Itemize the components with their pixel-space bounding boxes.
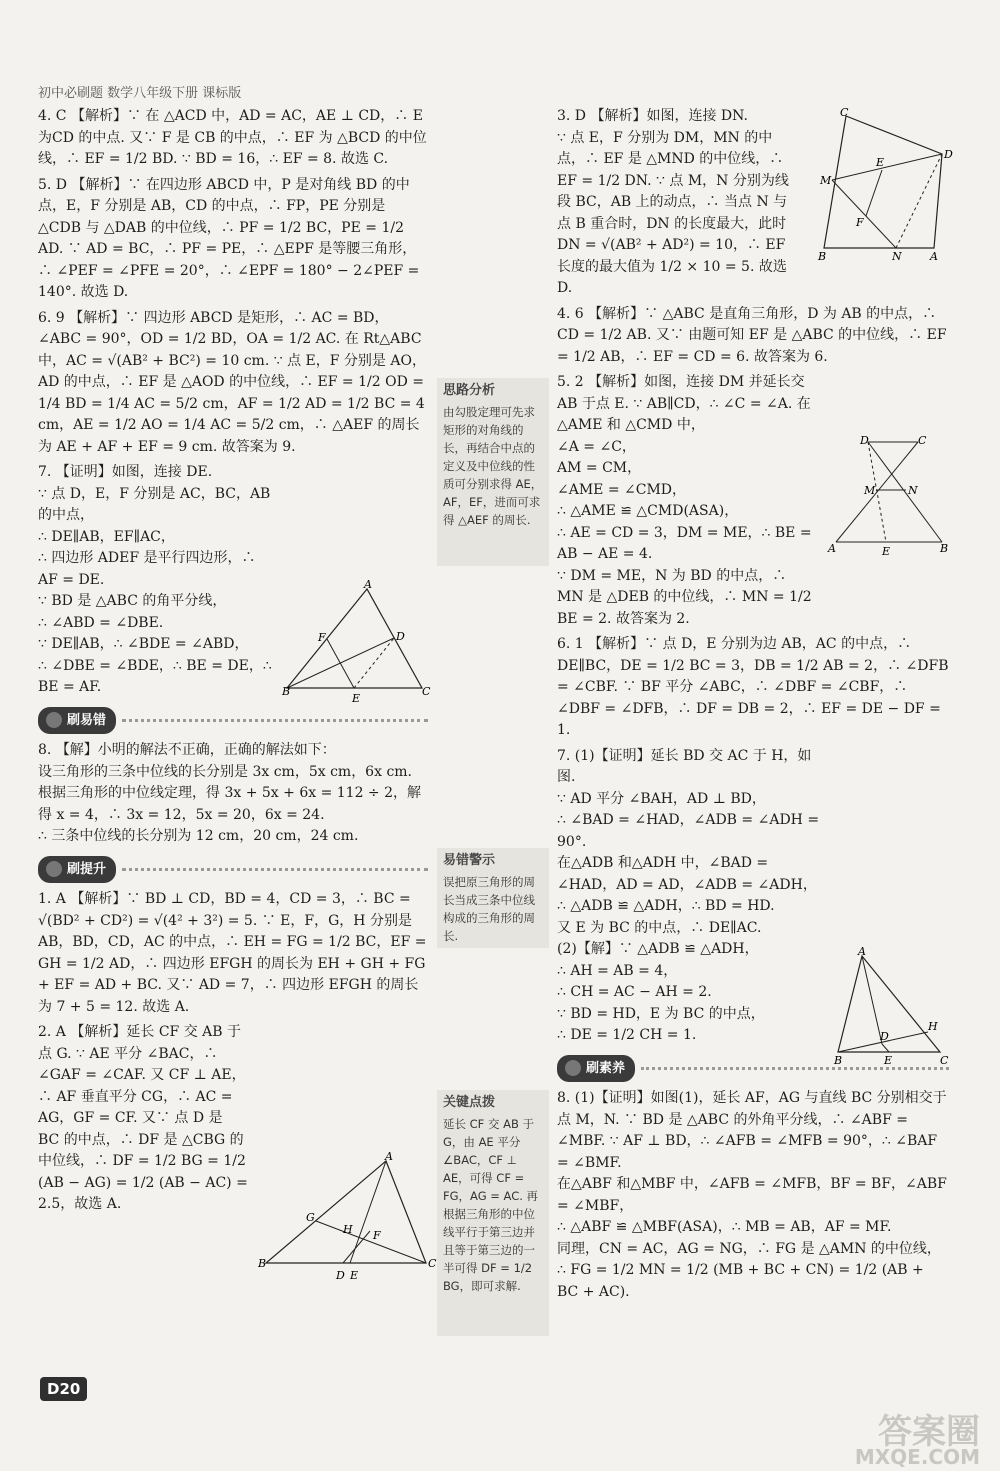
answer-8: 8. 【解】小明的解法不正确，正确的解法如下： 设三角形的三条中位线的长分别是 3x cm，5x cm，6x cm. 根据三角形的中位线定理，得 3x + 5x + 6x = 112 ÷ 2，解得 x = 4，∴ 3x = 12，5x = 20，6x = 24. ∴ 三条中位线的长分别为 12 cm，20 cm，24 cm. <box>38 742 422 844</box>
section-badge: 刷易错 <box>38 707 116 735</box>
svg-text:C: C <box>428 1257 437 1270</box>
svg-text:B: B <box>818 250 827 263</box>
sidenote-text: 误把原三角形的周长当成三条中位线构成的三角形的周长. <box>443 875 535 943</box>
answer-r7: 7. (1)【证明】延长 BD 交 AC 于 H，如图. ∵ AD 平分 ∠BAH，AD ⊥ BD， ∴ ∠BAD = ∠HAD，∠ADB = ∠ADH = 90°. 在△ADB 和△ADH 中，∠BAD = ∠HAD，AD = AD，∠ADB = ∠ADH， ∴ △ADB ≌ △ADH，∴ BD = HD. 又 E 为 BC 的中点，∴ DE∥AC. (2)【解】∵ △ADB ≌ △ADH， ∴ AH = AB = 4， ∴ CH = AC − AH = 2. ∵ BD = HD，E 为 BC 的中点， ∴ DE = 1/2 CH = 1. <box>557 747 820 1043</box>
section-yicuo <box>38 707 428 735</box>
answer-r5: 5. 2 【解析】如图，连接 DM 并延长交 AB 于点 E. ∵ AB∥CD，∴ ∠C = ∠A. 在 △AME 和 △CMD 中， ∠A = ∠C， AM = CM， ∠AME = ∠CMD， ∴ △AME ≌ △CMD(ASA)， ∴ AE = CD = 3，DM = ME，∴ BE = AB − AE = 4. ∵ DM = ME，N 为 BD 的中点，∴ MN 是 △DEB 的中位线，∴ MN = 1/2 BE = 2. 故答案为 2. <box>557 374 812 627</box>
sidenote-text: 延长 CF 交 AB 于 G，由 AE 平分 ∠BAC，CF ⊥ AE，可得 CF = FG，AG = AC. 再根据三角形的中位线平行于第三边并且等于第三边的一半可得 DF = 1/2 BG，即可求解. <box>443 1117 539 1293</box>
triangle-figure-q2 <box>258 1150 438 1285</box>
watermark-url: MXQE.COM <box>854 1445 980 1469</box>
svg-text:M: M <box>864 484 876 497</box>
page-header: 初中必刷题 数学八年级下册 课标版 <box>38 86 242 101</box>
triangle-figure-q7 <box>282 578 432 710</box>
sidenote-analysis <box>437 378 549 566</box>
svg-text:E: E <box>350 1269 359 1282</box>
section-tisheng <box>38 856 428 884</box>
svg-text:F: F <box>373 1229 381 1242</box>
sidenote-text: 由勾股定理可先求矩形的对角线的长，再结合中点的定义及中位线的性质可分别求得 AE，AF，EF，进而可求得 △AEF 的周长. <box>443 405 543 527</box>
svg-text:F: F <box>856 216 864 229</box>
svg-text:E: E <box>352 692 361 705</box>
svg-text:N: N <box>908 484 918 497</box>
svg-text:N: N <box>892 250 902 263</box>
watermark-logo: 答案圈 <box>878 1412 980 1452</box>
answer-4: 4. C 【解析】∵ 在 △ACD 中，AD = AC，AE ⊥ CD，∴ E 为CD 的中点. 又∵ F 是 CB 的中点，∴ EF 为 △BCD 的中位线，∴ EF = 1/2 BD. ∵ BD = 16，∴ EF = 8. 故选 C. <box>38 108 428 167</box>
brush-icon <box>565 1060 581 1076</box>
svg-text:G: G <box>306 1211 315 1224</box>
sidenote-title: 易错警示 <box>443 853 496 868</box>
svg-text:A: A <box>930 250 938 263</box>
svg-text:D: D <box>944 148 953 161</box>
answer-5: 5. D 【解析】∵ 在四边形 ABCD 中，P 是对角线 BD 的中点，E，F 分别是 AB，CD 的中点，∴ FP，PE 分别是 △CDB 与 △DAB 的中位线，∴ PF = 1/2 BC，PE = 1/2 AD. ∵ AD = BC，∴ PF = PE，∴ △EPF 是等腰三角形，∴ ∠PEF = ∠PFE = 20°，∴ ∠EPF = 180° − 2∠PEF = 140°. 故选 D. <box>38 176 424 300</box>
sidenote-keypoint <box>437 1090 549 1336</box>
svg-text:C: C <box>918 434 927 447</box>
brush-icon <box>46 861 62 877</box>
triangle-figure-r7 <box>832 945 952 1067</box>
answer-r3: 3. D 【解析】如图，连接 DN. ∵ 点 E，F 分别为 DM，MN 的中点，∴ EF 是 △MND 的中位线，∴ EF = 1/2 DN. ∵ 点 M，N 分别为线段 BC，AB 上的动点，∴ 当点 N 与点 B 重合时，DN 的长度最大，此时 DN = √(AB² + AD²) = 10，∴ EF 长度的最大值为 1/2 × 10 = 5. 故选 D. <box>557 108 789 296</box>
right-column <box>557 106 953 1307</box>
section-badge: 刷提升 <box>38 856 116 884</box>
answer-6: 6. 9 【解析】∵ 四边形 ABCD 是矩形，∴ AC = BD，∠ABC = 90°，OD = 1/2 BD，OA = 1/2 AC. 在 Rt△ABC 中，AC = √(AB² + BC²) = 10 cm. ∵ 点 E，F 分别是 AO，AD 的中点，∴ EF 是 △AOD 的中位线，∴ EF = 1/2 OD = 1/4 BD = 1/4 AC = 5/2 cm，AF = 1/2 AD = 1/2 BC = 4 cm，AE = 1/2 AO = 1/4 AC = 5/2 cm，∴ △AEF 的周长为 AE + AF + EF = 9 cm. 故答案为 9. <box>38 309 430 455</box>
svg-text:E: E <box>884 1054 893 1067</box>
sidenote-warning <box>437 848 549 948</box>
svg-text:B: B <box>282 685 291 698</box>
svg-text:C: C <box>940 1054 949 1067</box>
section-badge: 刷素养 <box>557 1055 635 1083</box>
svg-text:A: A <box>364 578 372 591</box>
answer-r8: 8. (1)【证明】如图(1)，延长 AF，AG 与直线 BC 分别相交于点 M，N. ∵ BD 是 △ABC 的外角平分线，∴ ∠ABF = ∠MBF. ∵ AF ⊥ BD，∴ ∠AFB = ∠MFB = 90°，∴ ∠BAF = ∠BMF. 在△ABF 和△MBF 中，∠AFB = ∠MFB，BF = BF，∠ABF = ∠MBF， ∴ △ABF ≌ △MBF(ASA)，∴ MB = AB，AF = MF. 同理，CN = AC，AG = NG，∴ FG 是 △AMN 的中位线， ∴ FG = 1/2 MN = 1/2 (MB + BC + CN) = 1/2 (AB + BC + AC). <box>557 1090 947 1300</box>
svg-text:D: D <box>860 434 869 447</box>
svg-text:E: E <box>882 545 891 558</box>
svg-text:A: A <box>385 1150 393 1163</box>
sidenote-title: 思路分析 <box>443 383 496 398</box>
answer-7: 7. 【证明】如图，连接 DE. ∵ 点 D，E，F 分别是 AC，BC，AB 的中点， ∴ DE∥AB，EF∥AC， ∴ 四边形 ADEF 是平行四边形，∴ AF = DE. ∵ BD 是 △ABC 的角平分线， ∴ ∠ABD = ∠DBE. ∵ DE∥AB，∴ ∠BDE = ∠ABD， ∴ ∠DBE = ∠BDE，∴ BE = DE，∴ BE = AF. <box>38 464 272 695</box>
quadrilateral-figure-r3 <box>812 108 962 263</box>
svg-text:C: C <box>422 685 431 698</box>
svg-text:F: F <box>318 631 326 644</box>
answer-q2: 2. A 【解析】延长 CF 交 AB 于点 G. ∵ AE 平分 ∠BAC，∴ ∠GAF = ∠CAF. 又 CF ⊥ AE，∴ AF 垂直平分 CG，∴ AC = AG，GF = CF. 又∵ 点 D 是 BC 的中点，∴ DF 是 △CBG 的中位线，∴ DF = 1/2 BG = 1/2 (AB − AG) = 1/2 (AB − AC) = 2.5，故选 A. <box>38 1024 253 1212</box>
svg-text:H: H <box>343 1223 353 1236</box>
svg-text:B: B <box>834 1054 843 1067</box>
svg-text:D: D <box>396 630 405 643</box>
svg-text:H: H <box>928 1020 938 1033</box>
svg-text:M: M <box>820 174 832 187</box>
svg-text:A: A <box>828 542 836 555</box>
answer-r6: 6. 1 【解析】∵ 点 D，E 分别为边 AB，AC 的中点，∴ DE∥BC，DE = 1/2 BC = 3，DB = 1/2 AB = 2，∴ ∠DFB = ∠CBF. ∵ BF 平分 ∠ABC，∴ ∠DBF = ∠CBF，∴ ∠DBF = ∠DFB，∴ DF = DB = 2，∴ EF = DE − DF = 1. <box>557 636 953 738</box>
trapezoid-figure-r5 <box>826 432 956 557</box>
svg-text:B: B <box>258 1257 267 1270</box>
answer-q1: 1. A 【解析】∵ BD ⊥ CD，BD = 4，CD = 3，∴ BC = √(BD² + CD²) = √(4² + 3²) = 5. ∵ E，F，G，H 分别是 AB，BD，CD，AC 的中点，∴ EH = FG = 1/2 BC，EF = GH = 1/2 AD，∴ 四边形 EFGH 的周长为 EH + GH + FG + EF = AD + BC. 又∵ AD = 7，∴ 四边形 EFGH 的周长为 7 + 5 = 12. 故选 A. <box>38 891 431 1015</box>
svg-text:B: B <box>940 542 949 555</box>
sidenote-title: 关键点拨 <box>443 1095 496 1110</box>
brush-icon <box>46 712 62 728</box>
svg-text:D: D <box>880 1030 889 1043</box>
answer-r4: 4. 6 【解析】∵ △ABC 是直角三角形，D 为 AB 的中点，∴ CD = 1/2 AB. 又∵ 由题可知 EF 是 △ABC 的中位线，∴ EF = 1/2 AB，∴ EF = CD = 6. 故答案为 6. <box>557 305 952 365</box>
svg-text:C: C <box>840 106 849 119</box>
svg-text:A: A <box>858 945 866 958</box>
page-number: D20 <box>40 1377 87 1401</box>
svg-text:D: D <box>336 1269 345 1282</box>
svg-text:E: E <box>876 156 885 169</box>
